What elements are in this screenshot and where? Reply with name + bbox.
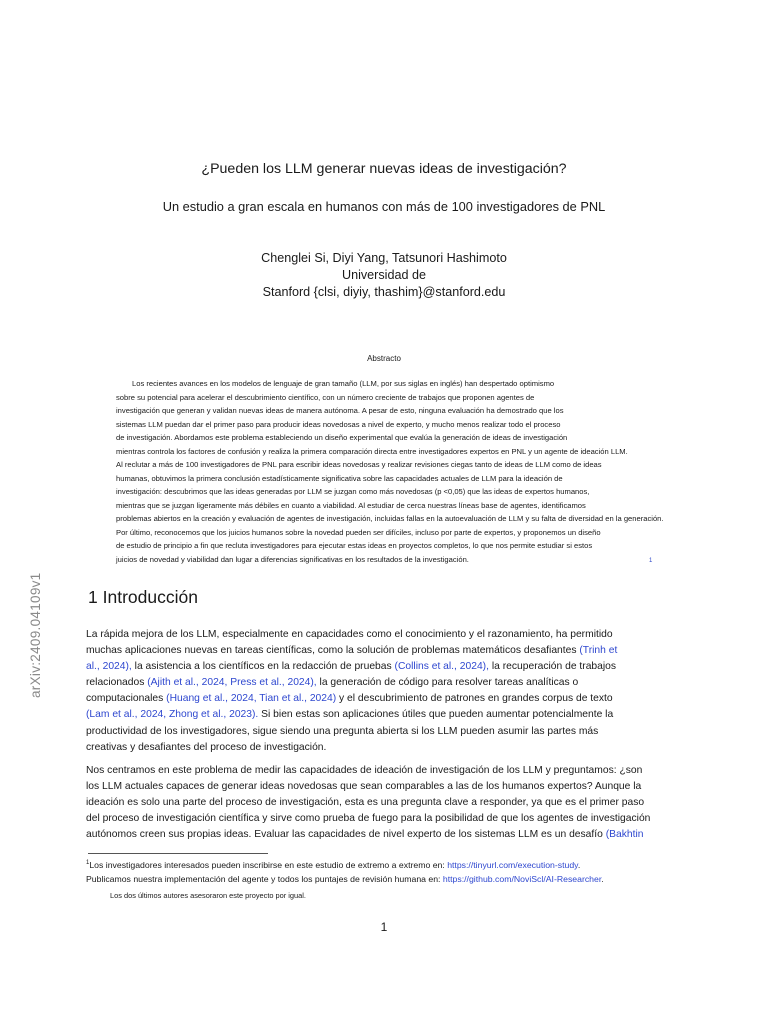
citation-link[interactable]: (Ajith et al., 2024, Press et al., 2024), bbox=[147, 677, 317, 689]
abstract-line: sobre su potencial para acelerar el descubrimiento científico, con un número creciente de trabajos que proponen agentes de bbox=[116, 392, 535, 402]
section-number: 1 bbox=[88, 587, 98, 607]
abstract-line: sistemas LLM puedan dar el primer paso para producir ideas novedosas a nivel de experto, y mucho menos realizar todo el proceso bbox=[116, 419, 561, 429]
body-line: relacionados (Ajith et al., 2024, Press et al., 2024), la generación de código para resolver tareas analíticas o bbox=[86, 677, 579, 689]
citation-link[interactable]: (Collins et al., 2024), bbox=[394, 661, 489, 673]
citation-link[interactable]: al., 2024), bbox=[86, 661, 132, 673]
author-affiliation: Universidad de bbox=[341, 268, 426, 282]
body-line: productividad de los investigadores, sigue siendo una pregunta abierta si los LLM pueden asumir las partes más bbox=[86, 725, 599, 737]
abstract-line: mientras que se juzgan ligeramente más débiles en cuanto a viabilidad. Al estudiar de cerca nuestras líneas base de agentes, identificamos bbox=[116, 500, 586, 510]
section-heading bbox=[88, 587, 198, 608]
author-block bbox=[0, 250, 768, 301]
body-line: del proceso de investigación científica y sirve como prueba de fuego para la posibilidad de que los agentes de investigación bbox=[86, 813, 651, 825]
abstract-footnote-link[interactable]: 1 bbox=[649, 558, 653, 564]
section-title: Introducción bbox=[102, 587, 198, 607]
body-line: ideación es solo una parte del proceso de investigación, esta es una pregunta clave a responder, ya que es el primer paso bbox=[86, 797, 645, 809]
abstract-heading: Abstracto bbox=[367, 354, 401, 363]
citation-link[interactable]: (Huang et al., 2024, Tian et al., 2024) bbox=[166, 693, 337, 705]
abstract-line: Los recientes avances en los modelos de lenguaje de gran tamaño (LLM, por sus siglas en inglés) han despertado optimismo bbox=[132, 379, 555, 388]
abstract-line: de investigación. Abordamos este problema estableciendo un diseño experimental que evalúa la generación de ideas de investigación bbox=[116, 433, 568, 442]
citation-link[interactable]: (Bakhtin bbox=[605, 829, 644, 841]
body-line: Nos centramos en este problema de medir las capacidades de ideación de investigación de los LLM y preguntamos: ¿son bbox=[86, 765, 643, 776]
abstract-line: humanas, obtuvimos la primera conclusión estadísticamente significativa sobre las capacidades actuales de LLM para la ideación de bbox=[116, 473, 563, 483]
body-line: creativas y desafiantes del proceso de investigación. bbox=[86, 741, 327, 753]
body-line: al., 2024), la asistencia a los científicos en la redacción de pruebas (Collins et al., 2024), la recuperación de trabajos bbox=[86, 661, 617, 673]
arxiv-identifier-text: arXiv:2409.04109v1 bbox=[28, 572, 43, 698]
abstract-line: Al reclutar a más de 100 investigadores de PNL para escribir ideas novedosas y realizar revisiones ciegas tanto de ideas de LLM como de ideas bbox=[116, 460, 602, 469]
author-emails: Stanford {clsi, diyiy, thashim}@stanford.edu bbox=[262, 285, 506, 299]
body-line: muchas aplicaciones nuevas en tareas científicas, como la solución de problemas matemáticos desafiantes (Trinh et bbox=[86, 645, 618, 657]
citation-link[interactable]: (Lam et al., 2024, Zhong et al., 2023). bbox=[86, 709, 259, 721]
abstract-line: Por último, reconocemos que los juicios humanos sobre la novedad pueden ser difíciles, incluso por parte de expertos, y proponemos un diseño bbox=[116, 527, 601, 537]
paper-title: ¿Pueden los LLM generar nuevas ideas de investigación? bbox=[201, 161, 567, 177]
footnote-1-cont: Publicamos nuestra implementación del agente y todos los puntajes de revisión humana en: https://github.com/NoviScl/AI-Researcher. bbox=[86, 874, 604, 884]
author-names: Chenglei Si, Diyi Yang, Tatsunori Hashimoto bbox=[261, 251, 507, 265]
github-repo-link[interactable]: https://github.com/NoviScl/AI-Researcher bbox=[442, 874, 602, 884]
footnote-mark: 1 bbox=[86, 860, 90, 866]
intro-paragraph-1 bbox=[86, 627, 686, 756]
abstract-line: investigación: descubrimos que las ideas generadas por LLM se juzgan como más novedosas (p <0,05) que las ideas de expertos humanos, bbox=[116, 487, 590, 496]
footnote-1: $^1$Los investigadores interesados pueden inscribirse en este estudio de extremo a extremo en: https://tinyurl.com/execution-study. bbox=[86, 860, 581, 870]
body-line: los LLM actuales capaces de generar ideas novedosas que sean comparables a las de los humanos expertos? Aunque la bbox=[86, 781, 642, 793]
abstract-line: problemas abiertos en la creación y evaluación de agentes de investigación, incluidas fallas en la autoevaluación de LLM y su falta de diversidad en la generación. bbox=[116, 514, 664, 523]
study-signup-link[interactable]: https://tinyurl.com/execution-study bbox=[447, 860, 578, 870]
paper-subtitle: Un estudio a gran escala en humanos con más de 100 investigadores de PNL bbox=[162, 199, 606, 214]
abstract-line: mientras controla los factores de confusión y realiza la primera comparación directa entre investigadores expertos en PNL y un agente de ideación LLM. bbox=[116, 446, 628, 456]
abstract-line: juicios de novedad y viabilidad dan lugar a diferencias significativas en los resultados de la investigación. bbox=[116, 554, 469, 564]
body-line: computacionales (Huang et al., 2024, Tian et al., 2024) y el descubrimiento de patrones en grandes corpus de texto bbox=[86, 693, 613, 705]
footnote-rule bbox=[88, 853, 268, 854]
body-line: (Lam et al., 2024, Zhong et al., 2023). Si bien estas son aplicaciones útiles que pueden aumentar potencialmente la bbox=[86, 709, 614, 721]
footnotes bbox=[86, 856, 604, 903]
abstract-line: de estudio de principio a fin que recluta investigadores para ejecutar estas ideas en proyectos completos, lo que nos permite estudiar si estos bbox=[116, 541, 593, 550]
page-number: 1 bbox=[380, 920, 388, 934]
footnote-equal-advising: Los dos últimos autores asesoraron este proyecto por igual. bbox=[110, 891, 306, 900]
intro-paragraph-2 bbox=[86, 763, 686, 843]
body-line: autónomos creen sus propias ideas. Evaluar las capacidades de nivel experto de los sistemas LLM es un desafío (Bakhtin bbox=[86, 829, 644, 841]
arxiv-identifier bbox=[28, 572, 52, 698]
body-line: La rápida mejora de los LLM, especialmente en capacidades como el conocimiento y el razonamiento, ha permitido bbox=[86, 629, 613, 640]
abstract-body bbox=[116, 377, 736, 566]
abstract-line: investigación que generan y validan nuevas ideas de manera autónoma. A pesar de esto, ninguna evaluación ha demostrado que los bbox=[116, 406, 564, 415]
citation-link[interactable]: (Trinh et bbox=[579, 645, 618, 657]
